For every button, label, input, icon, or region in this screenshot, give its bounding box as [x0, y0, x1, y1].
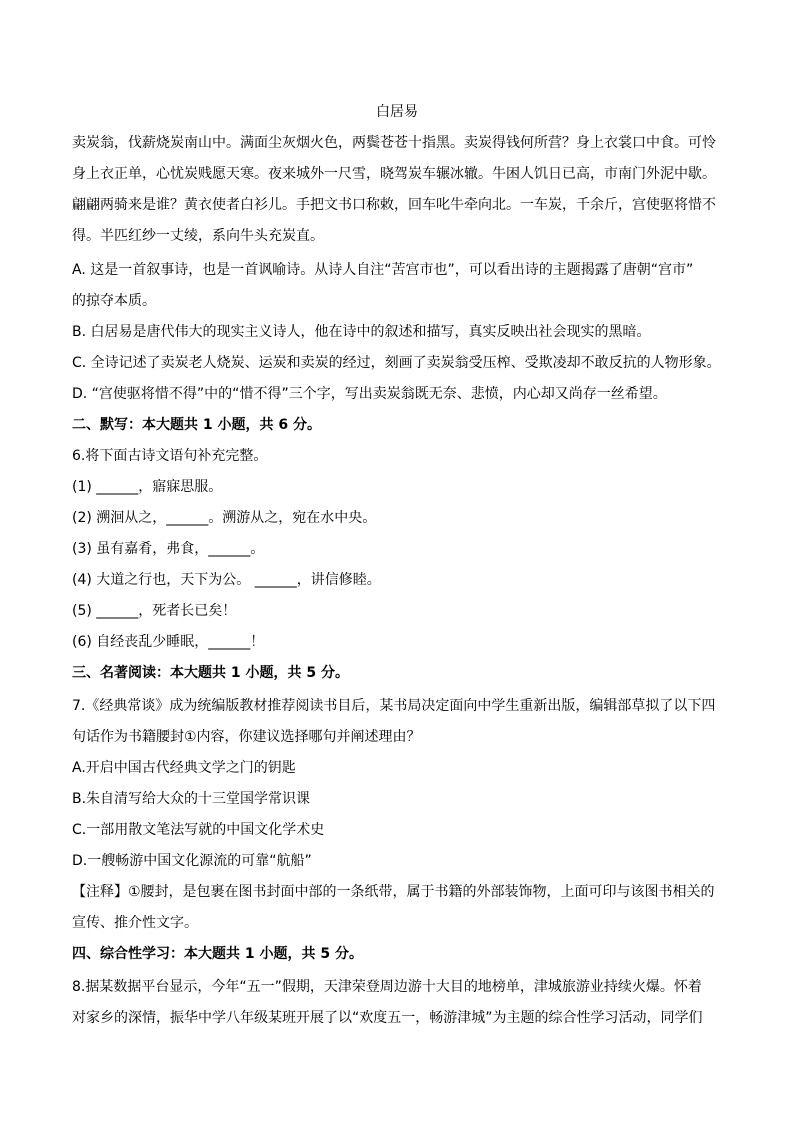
question-7-line-1: 7.《经典常谈》成为统编版教材推荐阅读书目后，某书局决定面向中学生重新出版，编辑部草拟了以下四: [72, 698, 716, 714]
q6-item-1: (1) ______，寤寐思服。: [72, 479, 223, 495]
poem-line-2: 身上衣正单，心忧炭贱愿天寒。夜来城外一尺雪，晓驾炭车辗冰辙。牛困人饥日已高，市南门外泥中歇。: [72, 166, 716, 182]
q7-choice-c: C.一部用散文笔法写就的中国文化学术史: [72, 822, 325, 838]
question-6: 6.将下面古诗文语句补充完整。: [72, 448, 268, 464]
section-4-heading: 四、综合性学习：本大题共 1 小题，共 5 分。: [72, 946, 363, 962]
q7-choice-b: B.朱自清写给大众的十三堂国学常识课: [72, 791, 311, 807]
option-b: B. 白居易是唐代伟大的现实主义诗人，他在诗中的叙述和描写，真实反映出社会现实的黑暗。: [72, 324, 651, 340]
poem-line-3: 翩翩两骑来是谁？黄衣使者白衫儿。手把文书口称敕，回车叱牛牵向北。一车炭，千余斤，宫使驱将惜不: [72, 197, 716, 213]
q7-note-line-1: 【注释】①腰封，是包裹在图书封面中部的一条纸带，属于书籍的外部装饰物，上面可印与该图书相关的: [72, 884, 715, 900]
section-2-heading: 二、默写：本大题共 1 小题，共 6 分。: [72, 417, 321, 433]
q6-item-3: (3) 虽有嘉肴，弗食，______。: [72, 541, 265, 557]
option-c: C. 全诗记述了卖炭老人烧炭、运炭和卖炭的经过，刻画了卖炭翁受压榨、受欺凌却不敢反抗的人物形象。: [72, 355, 721, 371]
poem-line-1: 卖炭翁，伐薪烧炭南山中。满面尘灰烟火色，两鬓苍苍十指黑。卖炭得钱何所营？身上衣裳口中食。可怜: [72, 135, 716, 151]
option-d: D. “宫使驱将惜不得”中的“惜不得”三个字，写出卖炭翁既无奈、悲愤，内心却又尚存一丝希望。: [72, 386, 667, 402]
question-7-line-2: 句话作为书籍腰封①内容，你建议选择哪句并阐述理由？: [72, 729, 421, 745]
q7-choice-a: A.开启中国古代经典文学之门的钥匙: [72, 760, 296, 776]
poem-line-4: 得。半匹红纱一丈绫，系向牛头充炭直。: [72, 228, 324, 244]
q6-item-4: (4) 大道之行也，天下为公。 ______，讲信修睦。: [72, 572, 381, 588]
q6-item-2: (2) 溯洄从之，______。溯游从之，宛在水中央。: [72, 510, 377, 526]
q6-item-6: (6) 自经丧乱少睡眠，______！: [72, 634, 265, 650]
option-a-line-2: 的掠夺本质。: [72, 293, 156, 309]
question-8-line-2: 对家乡的深情，振华中学八年级某班开展了以“欢度五一，畅游津城”为主题的综合性学习活动，同学们: [72, 1010, 703, 1026]
q7-choice-d: D.一艘畅游中国文化源流的可靠“航船”: [72, 853, 312, 869]
q7-note-line-2: 宣传、推介性文字。: [72, 915, 198, 931]
q6-item-5: (5) ______，死者长已矣！: [72, 603, 237, 619]
option-a-line-1: A. 这是一首叙事诗，也是一首讽喻诗。从诗人自注“苦宫市也”，可以看出诗的主题揭露了唐朝“宫市”: [72, 262, 694, 278]
question-8-line-1: 8.据某数据平台显示，今年“五一”假期，天津荣登周边游十大目的地榜单，津城旅游业持续火爆。怀着: [72, 979, 702, 995]
section-3-heading: 三、名著阅读：本大题共 1 小题，共 5 分。: [72, 665, 349, 681]
poem-author: 白居易: [376, 104, 418, 120]
